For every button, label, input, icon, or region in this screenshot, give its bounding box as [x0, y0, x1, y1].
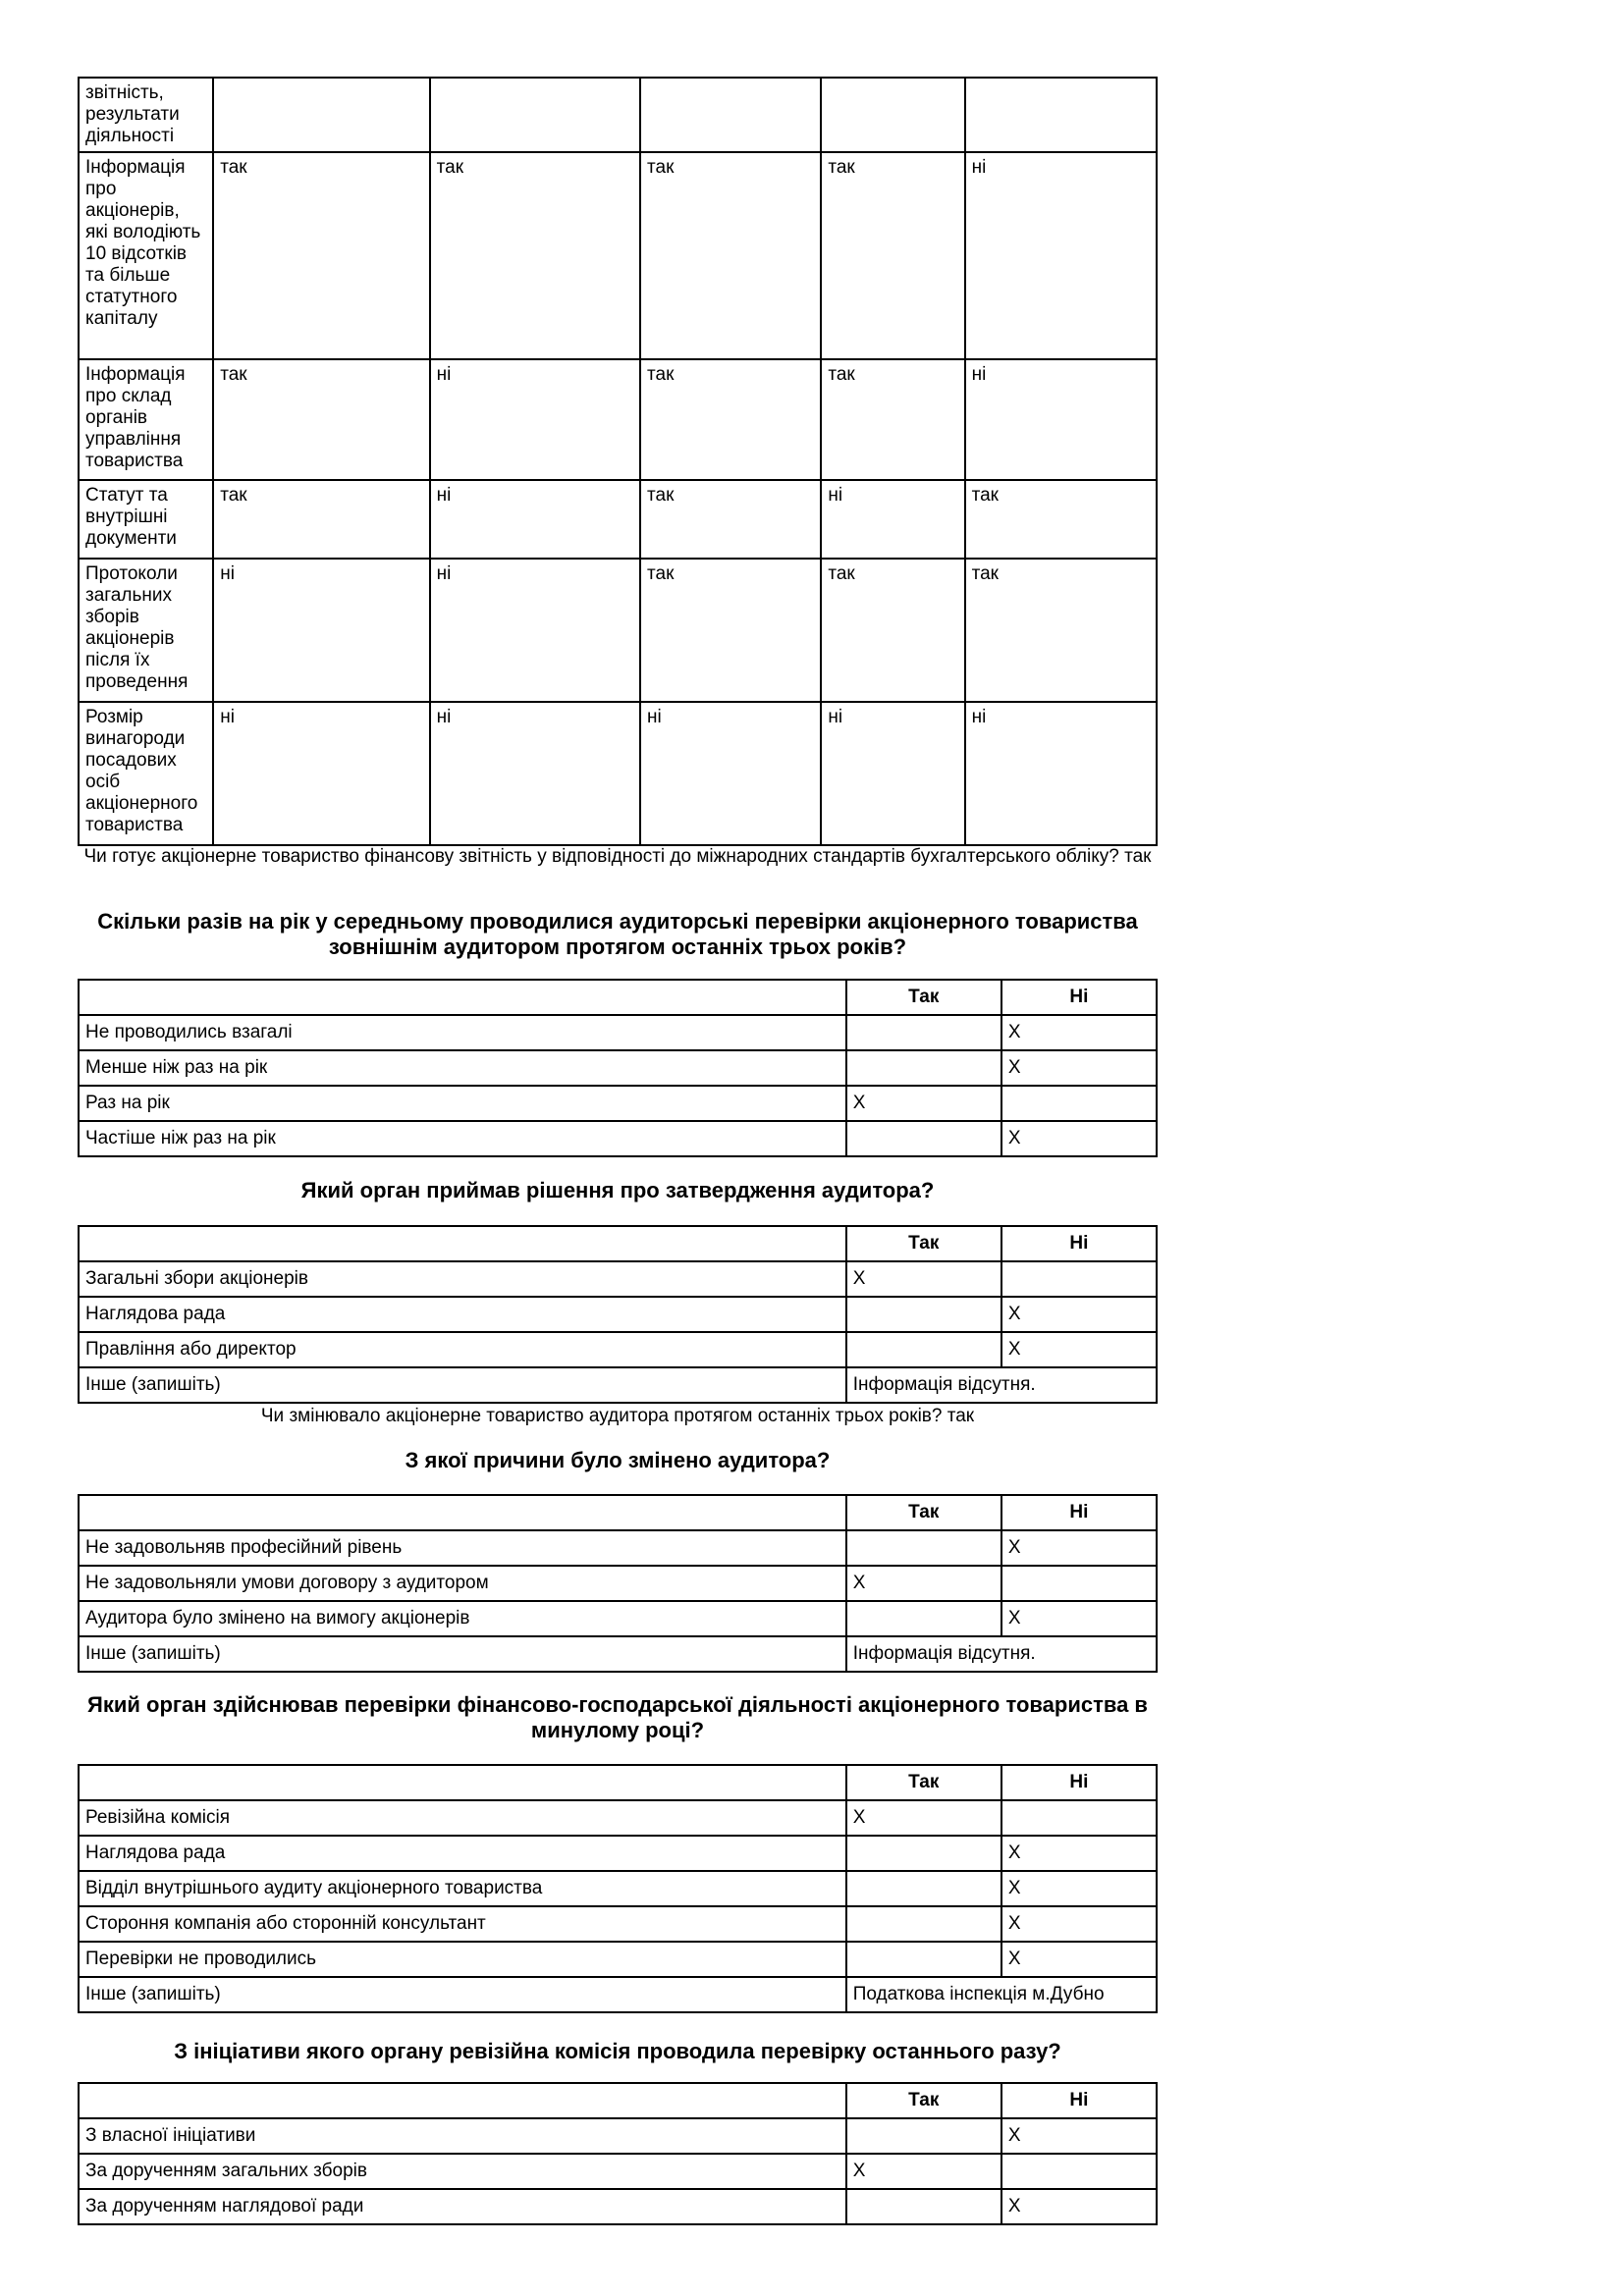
table-row	[79, 1836, 1157, 1871]
row-label: Протоколи загальних зборів акціонерів після їх проведення	[79, 559, 213, 702]
no-cell: X	[1001, 1906, 1157, 1942]
table-row	[79, 1977, 1157, 2012]
other-value: Інформація відсутня.	[846, 1636, 1157, 1672]
yes-header: Так	[846, 1495, 1001, 1530]
no-cell: X	[1001, 2189, 1157, 2224]
row-label: Аудитора було змінено на вимогу акціонерів	[79, 1601, 846, 1636]
row-label: Розмір винагороди посадових осіб акціонерного товариства	[79, 702, 213, 845]
yes-header: Так	[846, 980, 1001, 1015]
yes-header: Так	[846, 1765, 1001, 1800]
table-row	[79, 1800, 1157, 1836]
other-value: Податкова інспекція м.Дубно	[846, 1977, 1157, 2012]
row-label: За дорученням загальних зборів	[79, 2154, 846, 2189]
disclosure-table	[78, 77, 1158, 846]
yes-cell	[846, 1906, 1001, 1942]
q1-table	[78, 979, 1158, 1157]
table-row	[79, 2189, 1157, 2224]
cell: так	[821, 152, 964, 359]
blank-header	[79, 1765, 846, 1800]
q5-title: З ініціативи якого органу ревізійна комісія проводила перевірку останнього разу?	[174, 2039, 1061, 2063]
row-label: звітність, результати діяльності	[79, 78, 213, 152]
yes-cell	[846, 2189, 1001, 2224]
no-cell: X	[1001, 1836, 1157, 1871]
yes-header: Так	[846, 1226, 1001, 1261]
table-row	[79, 1050, 1157, 1086]
row-label: Статут та внутрішні документи	[79, 480, 213, 559]
table-row	[79, 78, 1157, 152]
blank-header	[79, 980, 846, 1015]
no-cell	[1001, 1086, 1157, 1121]
yes-cell	[846, 1050, 1001, 1086]
cell: так	[821, 359, 964, 480]
auditor-change-note: Чи змінювало акціонерне товариство аудитора протягом останніх трьох років? так	[260, 1406, 975, 1426]
row-label: Наглядова рада	[79, 1836, 846, 1871]
no-cell: X	[1001, 1530, 1157, 1566]
row-label: Наглядова рада	[79, 1297, 846, 1332]
cell: так	[213, 480, 429, 559]
table-row	[79, 2154, 1157, 2189]
cell: так	[965, 480, 1157, 559]
cell: ні	[213, 559, 429, 702]
row-label: Перевірки не проводились	[79, 1942, 846, 1977]
row-label: Частіше ніж раз на рік	[79, 1121, 846, 1156]
yes-cell	[846, 1942, 1001, 1977]
no-header: Ні	[1001, 2083, 1157, 2118]
yes-cell	[846, 1601, 1001, 1636]
cell: ні	[430, 480, 640, 559]
cell: ні	[965, 359, 1157, 480]
no-header: Ні	[1001, 1226, 1157, 1261]
row-label: Інформація про акціонерів, які володіють 10 відсотків та більше статутного капіталу	[79, 152, 213, 359]
yes-cell: X	[846, 1566, 1001, 1601]
table-row	[79, 2118, 1157, 2154]
cell: ні	[965, 152, 1157, 359]
table-row	[79, 1261, 1157, 1297]
cell: ні	[821, 480, 964, 559]
cell: так	[213, 359, 429, 480]
table-row	[79, 480, 1157, 559]
cell: так	[640, 359, 821, 480]
no-cell: X	[1001, 1942, 1157, 1977]
table-row	[79, 1942, 1157, 1977]
cell: ні	[821, 702, 964, 845]
no-header: Ні	[1001, 1765, 1157, 1800]
row-label: Інше (запишіть)	[79, 1367, 846, 1403]
table-row	[79, 1015, 1157, 1050]
table-row	[79, 359, 1157, 480]
cell: так	[640, 559, 821, 702]
table-row	[79, 1601, 1157, 1636]
no-cell	[1001, 1800, 1157, 1836]
other-value: Інформація відсутня.	[846, 1367, 1157, 1403]
q4-table	[78, 1764, 1158, 2013]
no-cell	[1001, 1566, 1157, 1601]
ifrs-note: Чи готує акціонерне товариство фінансову звітність у відповідності до міжнародних стандартів бухгалтерського обліку? так	[83, 846, 1152, 867]
table-row	[79, 1636, 1157, 1672]
row-label: Ревізійна комісія	[79, 1800, 846, 1836]
table-row	[79, 1332, 1157, 1367]
no-cell: X	[1001, 1015, 1157, 1050]
table-row	[79, 152, 1157, 359]
table-row	[79, 1121, 1157, 1156]
row-label: Не проводились взагалі	[79, 1015, 846, 1050]
yes-cell: X	[846, 1086, 1001, 1121]
header-row	[79, 1765, 1157, 1800]
no-cell: X	[1001, 1121, 1157, 1156]
row-label: Інформація про склад органів управління товариства	[79, 359, 213, 480]
header-row	[79, 2083, 1157, 2118]
cell: ні	[430, 359, 640, 480]
q3-title: З якої причини було змінено аудитора?	[405, 1448, 831, 1472]
header-row	[79, 1226, 1157, 1261]
yes-cell	[846, 1871, 1001, 1906]
cell: так	[430, 152, 640, 359]
table-row	[79, 1367, 1157, 1403]
yes-cell	[846, 1332, 1001, 1367]
cell: ні	[430, 702, 640, 845]
cell: так	[640, 480, 821, 559]
cell: ні	[640, 702, 821, 845]
cell: так	[213, 152, 429, 359]
no-cell: X	[1001, 1601, 1157, 1636]
table-row	[79, 1086, 1157, 1121]
table-row	[79, 1871, 1157, 1906]
yes-cell: X	[846, 1261, 1001, 1297]
yes-cell	[846, 2118, 1001, 2154]
yes-cell	[846, 1836, 1001, 1871]
no-header: Ні	[1001, 980, 1157, 1015]
cell: так	[965, 559, 1157, 702]
row-label: Менше ніж раз на рік	[79, 1050, 846, 1086]
header-row	[79, 1495, 1157, 1530]
yes-cell	[846, 1297, 1001, 1332]
row-label: Стороння компанія або сторонній консультант	[79, 1906, 846, 1942]
header-row	[79, 980, 1157, 1015]
cell: ні	[213, 702, 429, 845]
q1-title: Скільки разів на рік у середньому проводилися аудиторські перевірки акціонерного товариства зовнішнім аудитором протягом останніх трьох років?	[97, 909, 1138, 959]
cell	[821, 78, 964, 152]
q4-title: Який орган здійснював перевірки фінансово-господарської діяльності акціонерного товариства в минулому році?	[87, 1692, 1148, 1742]
yes-cell: X	[846, 2154, 1001, 2189]
q2-title: Який орган приймав рішення про затвердження аудитора?	[300, 1178, 935, 1202]
row-label: З власної ініціативи	[79, 2118, 846, 2154]
cell: ні	[430, 559, 640, 702]
table-row	[79, 1566, 1157, 1601]
cell	[965, 78, 1157, 152]
row-label: Правління або директор	[79, 1332, 846, 1367]
blank-header	[79, 1495, 846, 1530]
no-cell	[1001, 2154, 1157, 2189]
row-label: Не задовольняв професійний рівень	[79, 1530, 846, 1566]
yes-cell	[846, 1121, 1001, 1156]
cell: так	[821, 559, 964, 702]
no-cell: X	[1001, 2118, 1157, 2154]
no-cell: X	[1001, 1297, 1157, 1332]
yes-cell	[846, 1530, 1001, 1566]
cell	[213, 78, 429, 152]
no-header: Ні	[1001, 1495, 1157, 1530]
blank-header	[79, 2083, 846, 2118]
cell	[430, 78, 640, 152]
table-row	[79, 1530, 1157, 1566]
no-cell: X	[1001, 1050, 1157, 1086]
row-label: Не задовольняли умови договору з аудитором	[79, 1566, 846, 1601]
table-row	[79, 702, 1157, 845]
table-row	[79, 1297, 1157, 1332]
row-label: Інше (запишіть)	[79, 1977, 846, 2012]
table-row	[79, 1906, 1157, 1942]
cell: ні	[965, 702, 1157, 845]
table-row	[79, 559, 1157, 702]
q2-table	[78, 1225, 1158, 1404]
q3-table	[78, 1494, 1158, 1673]
yes-cell: X	[846, 1800, 1001, 1836]
row-label: Загальні збори акціонерів	[79, 1261, 846, 1297]
blank-header	[79, 1226, 846, 1261]
no-cell	[1001, 1261, 1157, 1297]
yes-cell	[846, 1015, 1001, 1050]
q5-table	[78, 2082, 1158, 2225]
row-label: За дорученням наглядової ради	[79, 2189, 846, 2224]
row-label: Інше (запишіть)	[79, 1636, 846, 1672]
no-cell: X	[1001, 1871, 1157, 1906]
cell: так	[640, 152, 821, 359]
no-cell: X	[1001, 1332, 1157, 1367]
row-label: Відділ внутрішнього аудиту акціонерного товариства	[79, 1871, 846, 1906]
cell	[640, 78, 821, 152]
row-label: Раз на рік	[79, 1086, 846, 1121]
yes-header: Так	[846, 2083, 1001, 2118]
